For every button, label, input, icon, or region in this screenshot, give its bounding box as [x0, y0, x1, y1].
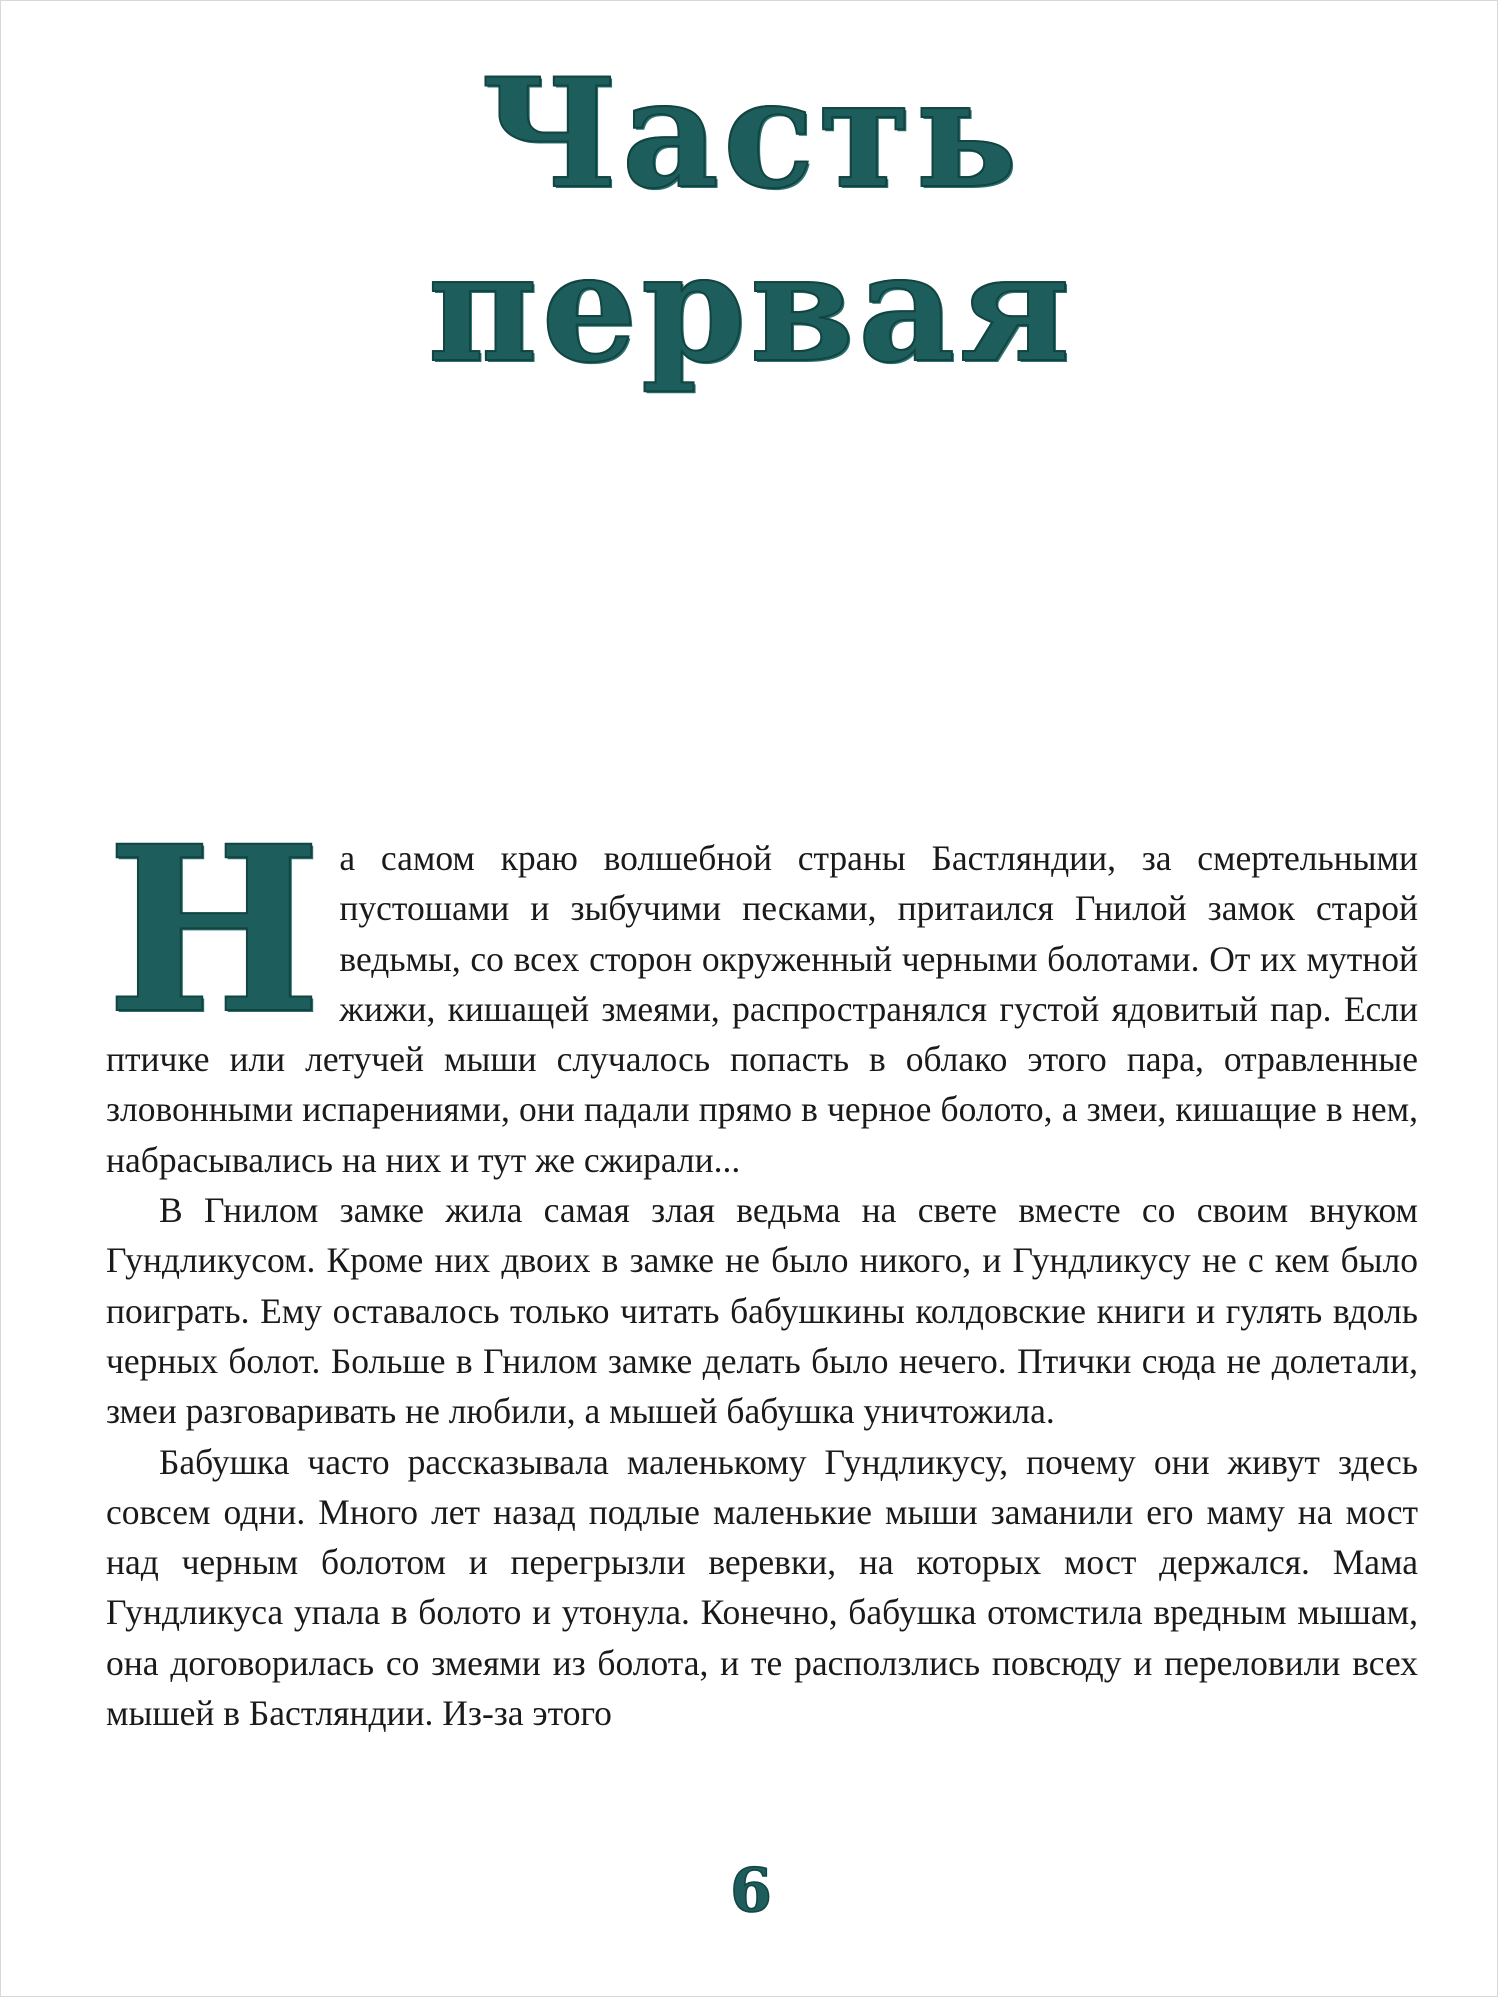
paragraph-1-text: а самом краю волшебной страны Бастляндии, за смертельными пустошами и зыбучими песками, притаился Гнилой замок старой ведьмы, со всех сторон окруженный черными болотами. От их мутной жижи, кишащей змеями, распространялся густой ядовитый пар. Если птичке или летучей мыши случалось попасть в облако этого пара, отравленные зловонными испарениями, они падали прямо в черное болото, а змеи, кишащие в нем, набрасывались на них и тут же сжирали...: [106, 838, 1418, 1180]
paragraph-1: [106, 796, 1418, 1185]
paragraph-3: Бабушка часто рассказывала маленькому Гундликусу, почему они живут здесь совсем одни. Много лет назад подлые маленькие мыши заманили его маму на мост над черным болотом и перегрызли веревки, на которых мост держался. Мама Гундликуса упала в болото и утонула. Конечно, бабушка отомстила вредным мышам, она договорилась со змеями из болота, и те расползлись повсюду и переловили всех мышей в Бастляндии. Из-за этого: [106, 1441, 1418, 1734]
page-number: 6: [730, 1856, 772, 1926]
chapter-title-line-1: Часть: [480, 46, 1022, 222]
body-text: [106, 796, 1418, 1738]
chapter-title-line-2: первая: [427, 220, 1075, 396]
paragraph-2: В Гнилом замке жила самая злая ведьма на свете вместе со своим внуком Гундликусом. Кроме них двоих в замке не было никого, и Гундликусу не с кем было поиграть. Ему оставалось только читать бабушкины колдовские книги и гулять вдоль черных болот. Больше в Гнилом замке делать было нечего. Птички сюда не долетали, змеи разговаривать не любили, а мышей бабушка уничтожила.: [106, 1190, 1418, 1432]
drop-cap: Н: [106, 796, 322, 1064]
